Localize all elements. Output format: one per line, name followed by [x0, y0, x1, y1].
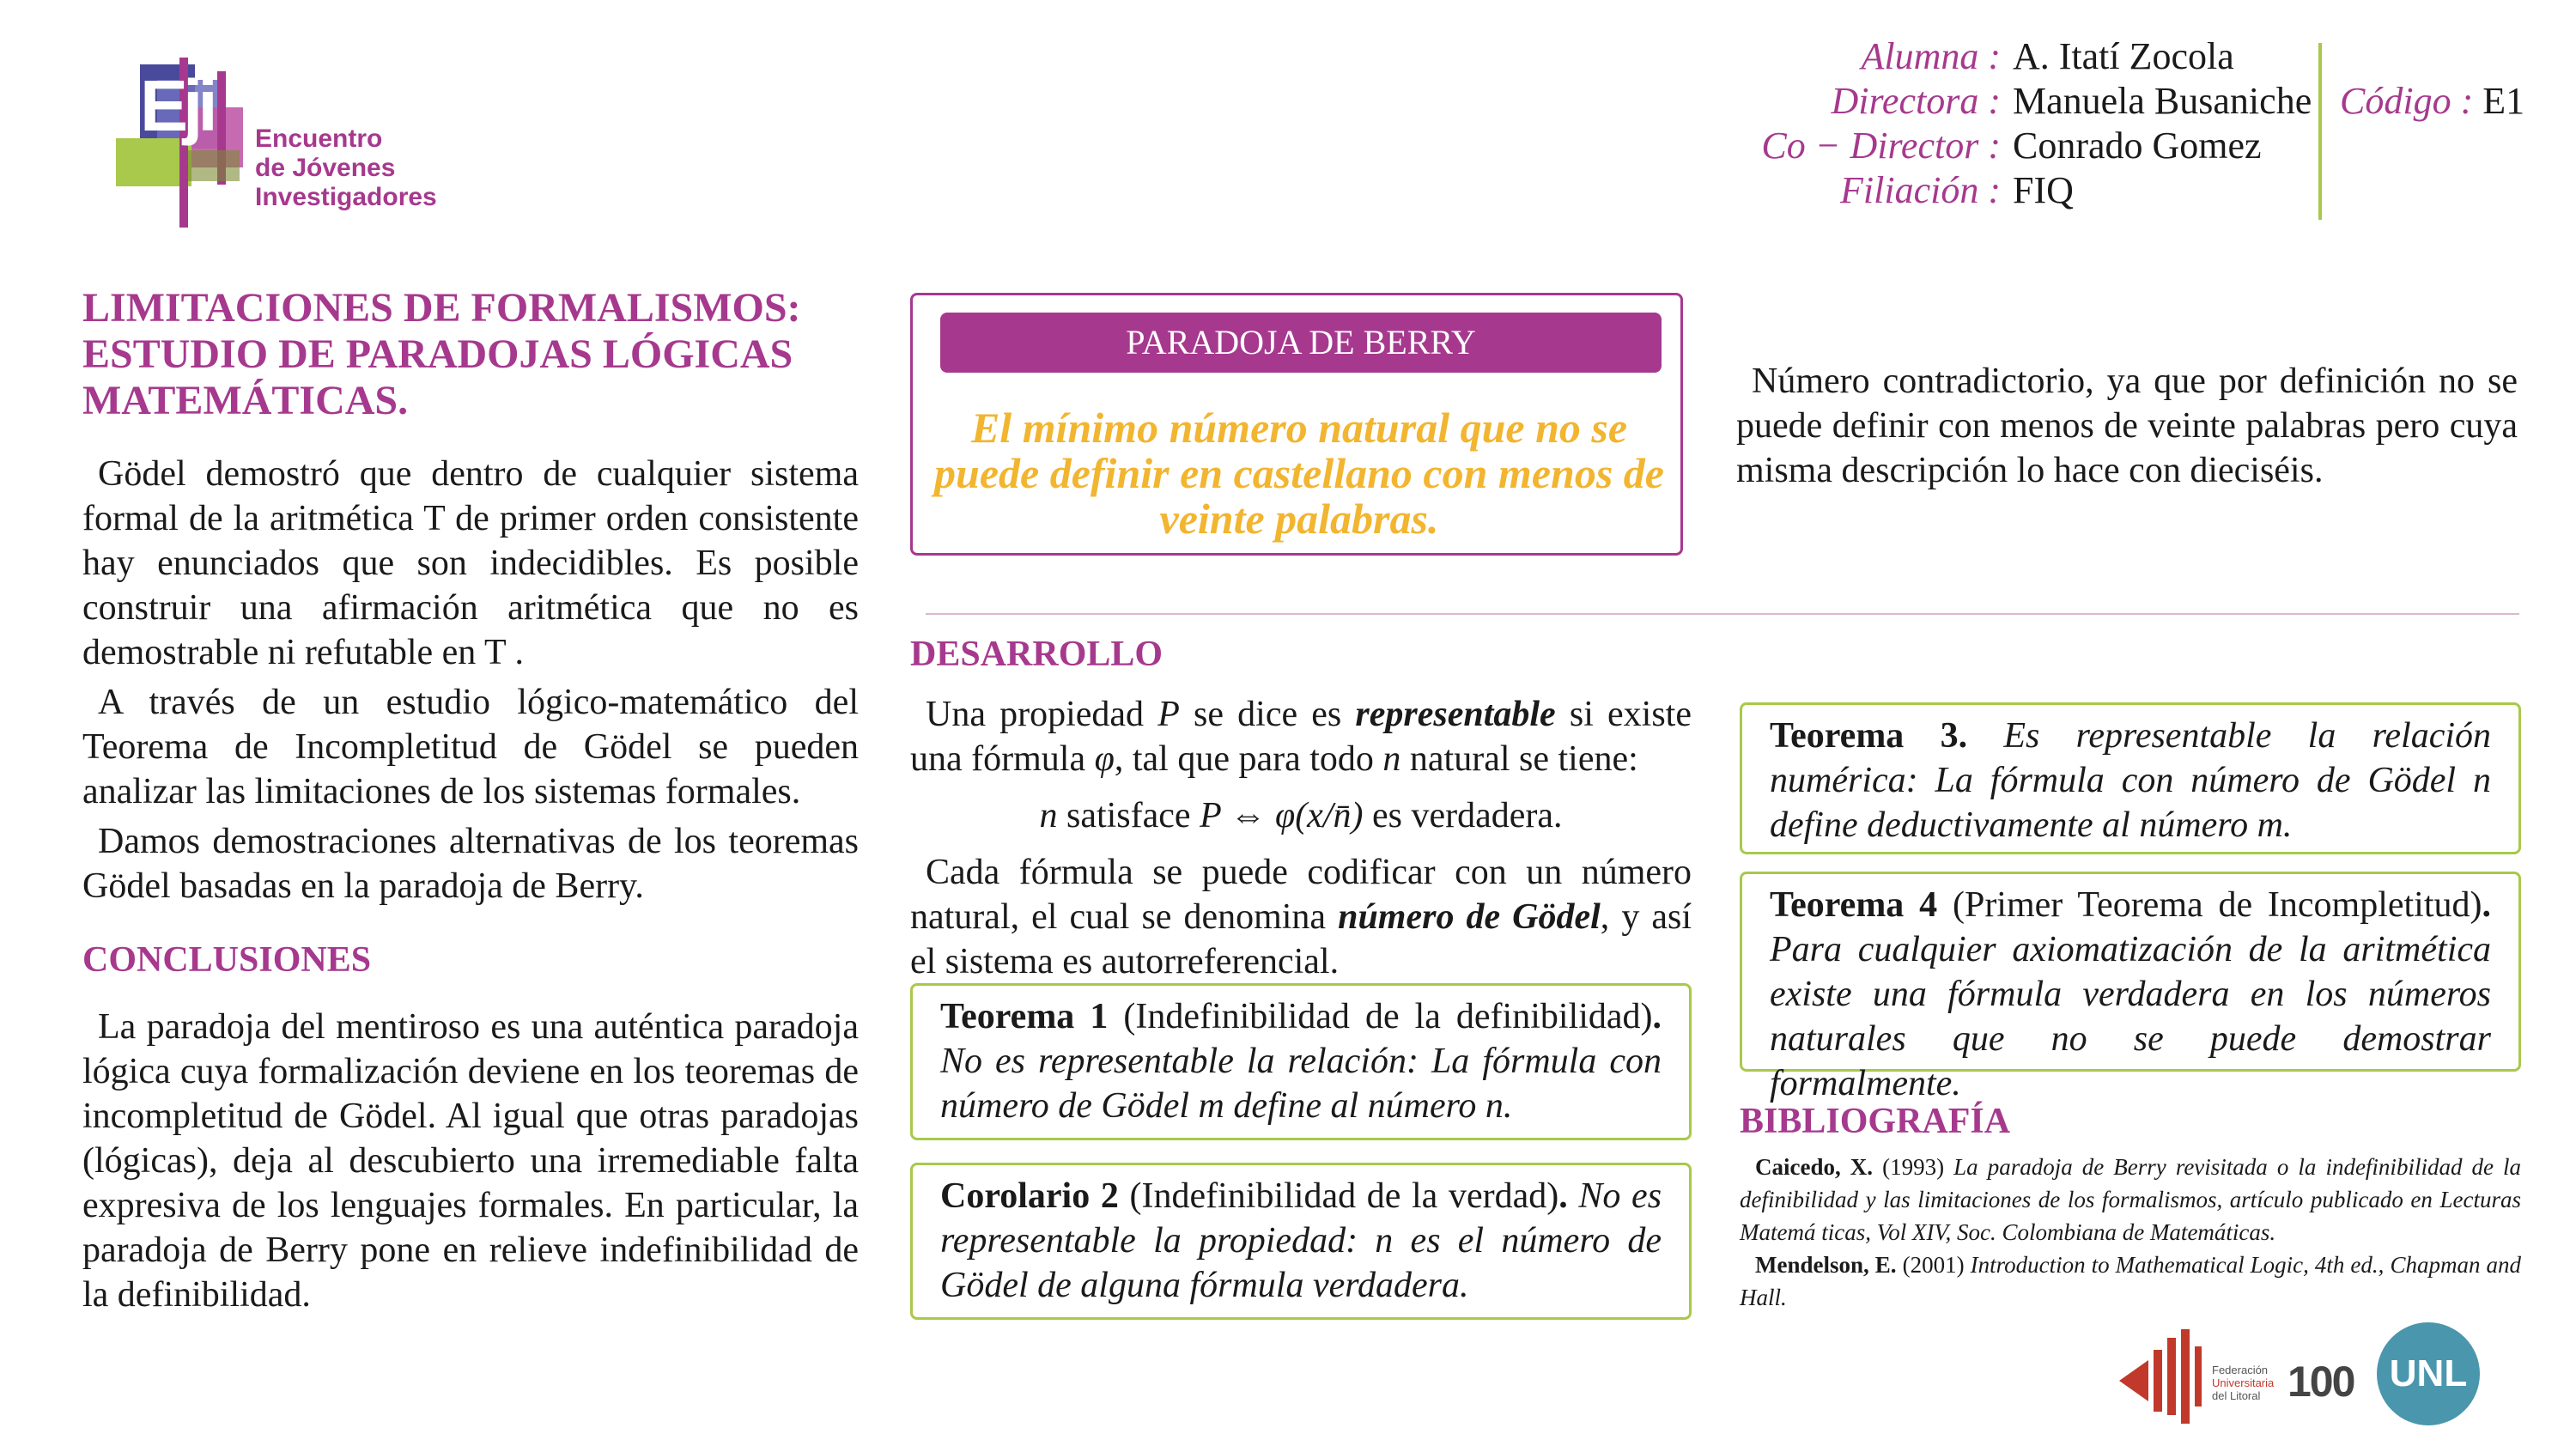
theorem-4-body: Para cualquier axiomatización de la aritmética existe una fórmula verdadera en los números naturales que no se puede demostrar formalmente.	[1770, 930, 2491, 1103]
info-row-student	[1709, 34, 2312, 79]
bib-entry	[1740, 1249, 2521, 1314]
dev1-phi: φ	[1094, 739, 1115, 779]
intro-section	[82, 452, 859, 914]
logo-line-1: Encuentro	[255, 125, 383, 153]
dev1-b: se dice es	[1179, 695, 1356, 734]
bib-entry	[1740, 1151, 2521, 1249]
bib-work-2: Introduction to Mathematical Logic, 4th ed., Chapman and Hall.	[1740, 1252, 2521, 1310]
corollary-2-name: Corolario 2	[940, 1176, 1119, 1216]
theorem-3-body: Es representable la relación numérica: La fórmula con número de Gödel n define deductivamente al número m.	[1770, 716, 2492, 845]
berry-heading: PARADOJA DE BERRY	[940, 313, 1662, 373]
eji-logo	[116, 56, 494, 228]
bibliography-list	[1740, 1151, 2521, 1314]
federacion-logo-text	[2212, 1364, 2274, 1402]
fed-line-2: Universitaria	[2212, 1376, 2275, 1389]
contradiction-text: Número contradictorio, ya que por definición no se puede definir con menos de veinte palabras pero cuya misma descripción lo hace con dieciséis.	[1736, 362, 2518, 490]
bib-year-1: (1993)	[1882, 1154, 1945, 1180]
theorem-1-box: Teorema 1 (Indefinibilidad de la definibilidad). No es representable la relación: La fórmula con número de Gödel m define al número n.	[910, 983, 1692, 1140]
dev1-a: Una propiedad	[926, 695, 1158, 734]
berry-paradox-box	[910, 293, 1683, 556]
corollary-2-paren: (Indefinibilidad de la verdad)	[1129, 1176, 1559, 1216]
bibliography-heading: BIBLIOGRAFÍA	[1740, 1102, 2011, 1141]
dev1-c: si existe una fórmula	[910, 695, 1692, 779]
federacion-logo-mark	[2119, 1329, 2205, 1432]
header-divider	[2318, 43, 2322, 220]
theorem-1-body: No es representable la relación: La fórmula con número de Gödel m define al número n.	[940, 1042, 1662, 1126]
dev1-e: natural se tiene:	[1400, 739, 1638, 779]
dev2-a: Cada fórmula se puede codificar con un número natural, el cual se denomina	[910, 853, 1692, 937]
eq-formula: P ⇔ φ(x/n̄)	[1200, 796, 1364, 835]
theorem-3-box	[1740, 702, 2521, 854]
theorem-1-name: Teorema 1	[940, 997, 1109, 1036]
centenary-logo: 100	[2287, 1358, 2354, 1406]
info-row-director	[1709, 79, 2312, 124]
unl-logo: UNL	[2377, 1322, 2480, 1425]
intro-paragraph-3: Damos demostraciones alternativas de los teoremas Gödel basadas en la paradoja de Berry.	[82, 822, 859, 906]
bib-author-1: Caicedo, X.	[1755, 1154, 1874, 1180]
theorem-1-paren: (Indefinibilidad de la definibilidad)	[1123, 997, 1653, 1036]
label-affiliation: Filiación :	[1840, 169, 2001, 211]
code-info	[2340, 79, 2524, 124]
dev1-representable: representable	[1355, 695, 1556, 734]
bib-year-2: (2001)	[1902, 1252, 1965, 1278]
logo-line-2: de Jóvenes	[255, 154, 396, 182]
label-code: Código :	[2340, 80, 2474, 122]
theorem-4-name: Teorema 4	[1770, 885, 1938, 925]
value-student: A. Itatí Zocola	[2013, 35, 2234, 77]
corollary-2-box: Corolario 2 (Indefinibilidad de la verdad). No es representable la propiedad: n es el número de Gödel de alguna fórmula verdadera.	[910, 1163, 1692, 1320]
author-info	[1709, 34, 2312, 213]
label-codirector: Co − Director :	[1761, 125, 2001, 167]
value-affiliation: FIQ	[2013, 169, 2074, 211]
conclusions-text: La paradoja del mentiroso es una auténtica paradoja lógica cuya formalización deviene en los teoremas de incompletitud de Gödel. Al igual que otras paradojas (lógicas), deja al descubierto una irremediable falta expresiva de los lenguajes formales. En particular, la paradoja de Berry pone en relieve indefinibilidad de la definibilidad.	[82, 1007, 859, 1315]
eq-text: satisface	[1057, 796, 1200, 835]
theorem-3-name: Teorema 3.	[1770, 716, 1968, 756]
fed-line-1: Federación	[2212, 1364, 2269, 1376]
value-director: Manuela Busaniche	[2013, 80, 2312, 122]
eq-n: n	[1039, 796, 1058, 835]
bib-work-1: La paradoja de Berry revisitada o la indefinibilidad de la definibilidad y las limitaciones de los formalismos, artículo publicado en Lecturas Matemá ticas, Vol XIV, Soc. Colombiana de Matemáticas.	[1740, 1154, 2522, 1245]
label-student: Alumna :	[1861, 35, 2001, 77]
development-paragraph-1	[910, 692, 1692, 781]
logo-letters: Eji	[140, 65, 213, 146]
info-row-affiliation	[1709, 168, 2312, 213]
contradiction-section	[1736, 359, 2518, 498]
dev1-P: P	[1157, 695, 1180, 734]
dev1-n: n	[1382, 739, 1401, 779]
development-paragraph-2	[910, 850, 1692, 984]
intro-paragraph-2: A través de un estudio lógico-matemático del Teorema de Incompletitud de Gödel se pueden analizar las limitaciones de los sistemas formales.	[82, 683, 859, 811]
logo-line-3: Investigadores	[255, 183, 437, 211]
dev2-c: , y así el sistema es autorreferencial.	[910, 897, 1692, 981]
dev2-godel-number: número de Gödel	[1338, 897, 1601, 937]
theorem-4-paren: (Primer Teorema de Incompletitud)	[1952, 885, 2482, 925]
info-row-codirector	[1709, 124, 2312, 168]
corollary-2-body: No es representable la propiedad: n es el número de Gödel de alguna fórmula verdadera.	[940, 1176, 1662, 1305]
page-title: LIMITACIONES DE FORMALISMOS: ESTUDIO DE PARADOJAS LÓGICAS MATEMÁTICAS.	[82, 285, 801, 423]
development-equation	[910, 793, 1692, 838]
intro-paragraph-1: Gödel demostró que dentro de cualquier sistema formal de la aritmética T de primer orden consistente hay enunciados que son indecidibles. Es posible construir una afirmación aritmética que no es demostrable ni refutable en T .	[82, 454, 859, 672]
section-divider	[926, 613, 2519, 615]
development-heading: DESARROLLO	[910, 635, 1163, 674]
conclusions-heading: CONCLUSIONES	[82, 940, 372, 980]
berry-quote: El mínimo número natural que no se puede definir en castellano con menos de veinte palabras.	[934, 404, 1664, 543]
bib-author-2: Mendelson, E.	[1755, 1252, 1897, 1278]
conclusions-section	[82, 1005, 859, 1322]
eq-end: es verdadera.	[1363, 796, 1563, 835]
fed-line-3: del Litoral	[2212, 1389, 2261, 1402]
label-director: Directora :	[1831, 80, 2001, 122]
dev1-d: , tal que para todo	[1114, 739, 1383, 779]
theorem-4-box: Teorema 4 (Primer Teorema de Incompletitud). Para cualquier axiomatización de la aritmética existe una fórmula verdadera en los números naturales que no se puede demostrar formalmente.	[1740, 872, 2521, 1072]
value-code: E1	[2482, 80, 2525, 122]
value-codirector: Conrado Gomez	[2013, 125, 2262, 167]
